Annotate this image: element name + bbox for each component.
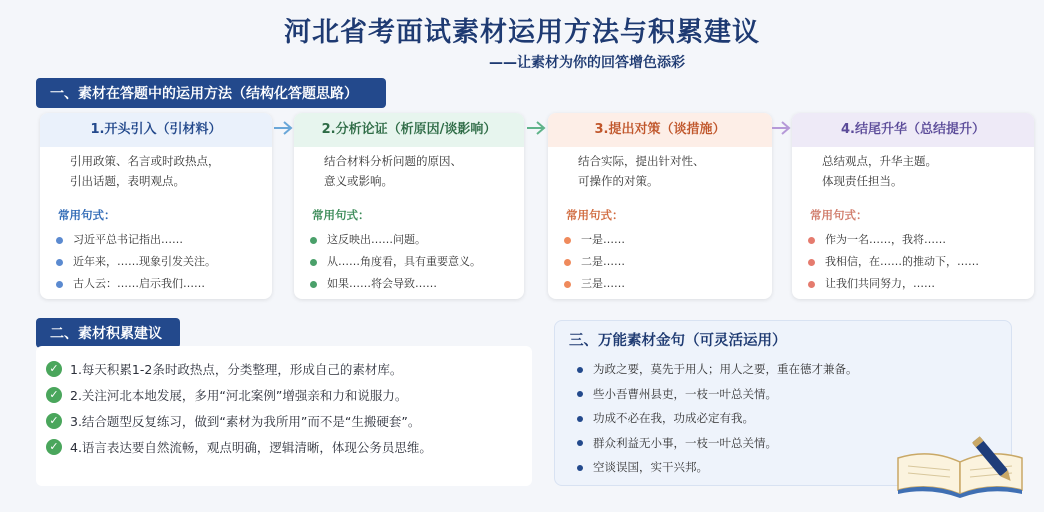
step-description [548,147,772,203]
right-arrow-icon [525,119,549,137]
advice-text: 4.语言表达要自然流畅，观点明确，逻辑清晰，体现公务员思维。 [70,440,432,455]
phrase-text: 古人云：……启示我们…… [73,277,205,290]
step-title: 3.提出对策（谈措施） [548,113,772,147]
list-item [46,382,532,408]
phrase-text: 从……角度看，具有重要意义。 [327,255,481,268]
phrase-text: 如果……将会导致…… [327,277,437,290]
step-title: 1.开头引入（引材料） [40,113,272,147]
bullet-dot-icon [564,281,571,288]
list-item [310,229,514,251]
quote-text: 功成不必在我，功成必定有我。 [593,411,754,425]
step-desc-line: 引出话题，表明观点。 [70,174,185,188]
list-item [46,434,532,460]
step-desc-line: 意义或影响。 [324,174,393,188]
advice-text: 3.结合题型反复练习，做到“素材为我所用”而不是“生搬硬套”。 [70,414,421,429]
step-desc-line: 结合材料分析问题的原因、 [324,154,462,168]
phrase-text: 习近平总书记指出…… [73,233,183,246]
step-phrase-list [792,223,1034,295]
step-card-2 [294,113,524,299]
step-desc-line: 总结观点，升华主题。 [822,154,937,168]
step-phrase-list [548,223,772,295]
list-item [310,251,514,273]
list-item [577,357,1011,382]
step-description [40,147,272,203]
right-arrow-icon [770,119,794,137]
section2-heading: 二、素材积累建议 [36,318,180,348]
bullet-dot-icon [310,237,317,244]
step-card-1 [40,113,272,299]
book-pen-icon [890,418,1030,498]
phrase-text: 一是…… [581,233,625,246]
list-item [577,382,1011,407]
bullet-dot-icon [577,367,583,373]
step-sub-label: 常用句式： [312,208,370,222]
check-icon: ✓ [46,387,62,403]
list-item [564,229,762,251]
step-phrase-list [294,223,524,295]
quote-text: 些小吾曹州县吏，一枝一叶总关情。 [593,386,777,401]
list-item [564,251,762,273]
check-icon: ✓ [46,361,62,377]
list-item [56,251,262,273]
section3-heading: 三、万能素材金句（可灵活运用） [569,333,787,349]
quote-text: 群众利益无小事，一枝一叶总关情。 [593,435,777,450]
bullet-dot-icon [56,237,63,244]
phrase-text: 我相信，在……的推动下，…… [825,255,979,268]
page-subtitle: ——让素材为你的回答增色添彩 [489,55,685,71]
list-item [46,408,532,434]
step-description [792,147,1034,203]
list-item [56,229,262,251]
phrase-text: 让我们共同努力，…… [825,277,935,290]
phrase-text: 近年来，……现象引发关注。 [73,255,216,268]
bullet-dot-icon [564,237,571,244]
bullet-dot-icon [808,259,815,266]
quote-text: 空谈误国，实干兴邦。 [593,460,708,474]
step-desc-line: 体现责任担当。 [822,174,903,188]
list-item [56,273,262,295]
page-title: 河北省考面试素材运用方法与积累建议 [284,17,760,48]
step-card-4 [792,113,1034,299]
bullet-dot-icon [808,281,815,288]
check-icon: ✓ [46,413,62,429]
list-item [564,273,762,295]
bullet-dot-icon [310,281,317,288]
list-item [310,273,514,295]
section1-heading: 一、素材在答题中的运用方法（结构化答题思路） [36,78,386,108]
phrase-text: 三是…… [581,277,625,290]
advice-text: 1.每天积累1-2条时政热点，分类整理，形成自己的素材库。 [70,362,403,377]
accumulation-list [36,346,532,486]
step-card-3 [548,113,772,299]
right-arrow-icon [272,119,296,137]
bullet-dot-icon [808,237,815,244]
bullet-dot-icon [577,440,583,446]
phrase-text: 二是…… [581,255,625,268]
step-phrase-list [40,223,272,295]
phrase-text: 这反映出……问题。 [327,233,426,246]
check-icon: ✓ [46,439,62,455]
bullet-dot-icon [56,281,63,288]
bullet-dot-icon [577,465,583,471]
list-item [808,229,1024,251]
bullet-dot-icon [310,259,317,266]
step-sub-label: 常用句式： [58,208,116,222]
bullet-dot-icon [56,259,63,266]
list-item [808,273,1024,295]
step-description [294,147,524,203]
list-item [808,251,1024,273]
phrase-text: 作为一名……，我将…… [825,233,946,246]
step-title: 2.分析论证（析原因/谈影响） [294,113,524,147]
bullet-dot-icon [564,259,571,266]
quote-text: 为政之要，莫先于用人；用人之要，重在德才兼备。 [593,362,858,376]
step-desc-line: 引用政策、名言或时政热点， [70,154,220,168]
step-desc-line: 结合实际，提出针对性、 [578,154,705,168]
step-title: 4.结尾升华（总结提升） [792,113,1034,147]
list-item [46,356,532,382]
step-sub-label: 常用句式： [810,208,868,222]
step-sub-label: 常用句式： [566,208,624,222]
bullet-dot-icon [577,416,583,422]
step-desc-line: 可操作的对策。 [578,174,659,188]
advice-text: 2.关注河北本地发展，多用“河北案例”增强亲和力和说服力。 [70,388,408,403]
bullet-dot-icon [577,391,583,397]
